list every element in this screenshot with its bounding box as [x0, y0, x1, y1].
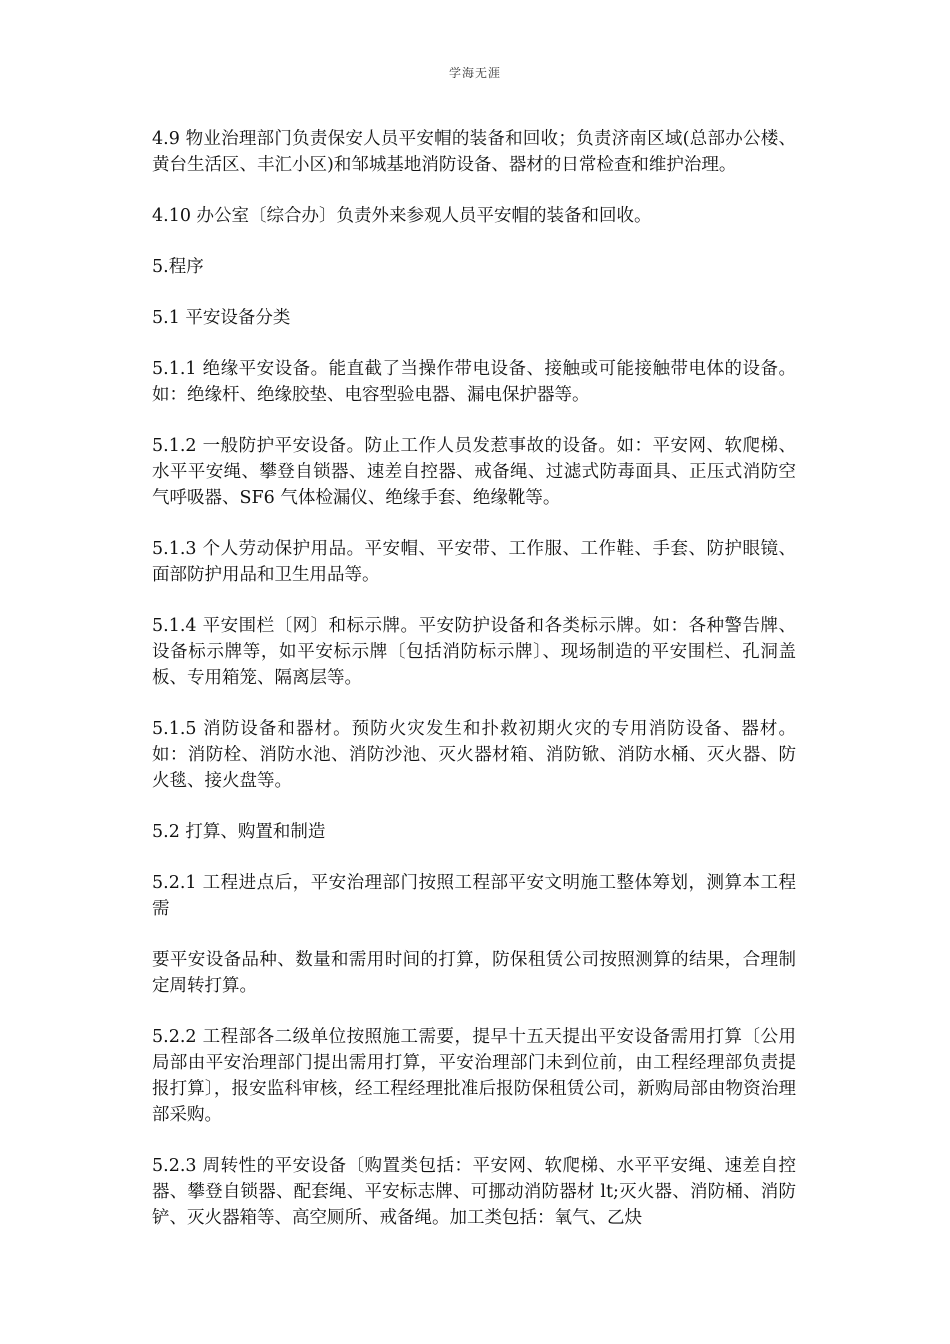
paragraph-5-1-4: 5.1.4 平安围栏〔网〕和标示牌。平安防护设备和各类标示牌。如：各种警告牌、设备标示牌等，如平安标示牌〔包括消防标示牌〕、现场制造的平安围栏、孔洞盖板、专用箱笼、隔离层等。 [152, 616, 796, 688]
paragraph-5-2-2: 5.2.2 工程部各二级单位按照施工需要，提早十五天提出平安设备需用打算〔公用局部由平安治理部门提出需用打算，平安治理部门未到位前，由工程经理部负责提报打算〕，报安监科审核，经工程经理批准后报防保租赁公司，新购局部由物资治理部采购。 [152, 1027, 796, 1125]
paragraph-5-2-1-continued: 要平安设备品种、数量和需用时间的打算，防保租赁公司按照测算的结果，合理制定周转打算。 [152, 950, 796, 996]
paragraph-5-2-3: 5.2.3 周转性的平安设备〔购置类包括：平安网、软爬梯、水平平安绳、速差自控器、攀登自锁器、配套绳、平安标志牌、可挪动消防器材 lt;灭火器、消防桶、消防铲、灭火器箱等、高空厕所、戒备绳。加工类包括：氧气、乙炔 [152, 1156, 796, 1228]
section-heading-5-1: 5.1 平安设备分类 [152, 308, 291, 328]
section-heading-5: 5.程序 [152, 257, 204, 277]
paragraph-5-2-1: 5.2.1 工程进点后，平安治理部门按照工程部平安文明施工整体筹划，测算本工程需 [152, 873, 796, 919]
section-heading-5-2: 5.2 打算、购置和制造 [152, 822, 326, 842]
paragraph-4-10: 4.10 办公室〔综合办〕负责外来参观人员平安帽的装备和回收。 [152, 206, 652, 226]
paragraph-4-9: 4.9 物业治理部门负责保安人员平安帽的装备和回收；负责济南区域(总部办公楼、黄台生活区、丰汇小区)和邹城基地消防设备、器材的日常检查和维护治理。 [152, 129, 796, 175]
document-body [152, 126, 796, 1256]
page-header: 学海无涯 [448, 66, 501, 80]
paragraph-5-1-5: 5.1.5 消防设备和器材。预防火灾发生和扑救初期火灾的专用消防设备、器材。如：消防栓、消防水池、消防沙池、灭火器材箱、消防锨、消防水桶、灭火器、防火毯、接火盘等。 [152, 719, 796, 791]
paragraph-5-1-3: 5.1.3 个人劳动保护用品。平安帽、平安带、工作服、工作鞋、手套、防护眼镜、面部防护用品和卫生用品等。 [152, 539, 796, 585]
paragraph-5-1-1: 5.1.1 绝缘平安设备。能直截了当操作带电设备、接触或可能接触带电体的设备。如：绝缘杆、绝缘胶垫、电容型验电器、漏电保护器等。 [152, 359, 796, 405]
paragraph-5-1-2: 5.1.2 一般防护平安设备。防止工作人员发惹事故的设备。如：平安网、软爬梯、水平平安绳、攀登自锁器、速差自控器、戒备绳、过滤式防毒面具、正压式消防空气呼吸器、SF6 气体检漏仪、绝缘手套、绝缘靴等。 [152, 436, 796, 508]
